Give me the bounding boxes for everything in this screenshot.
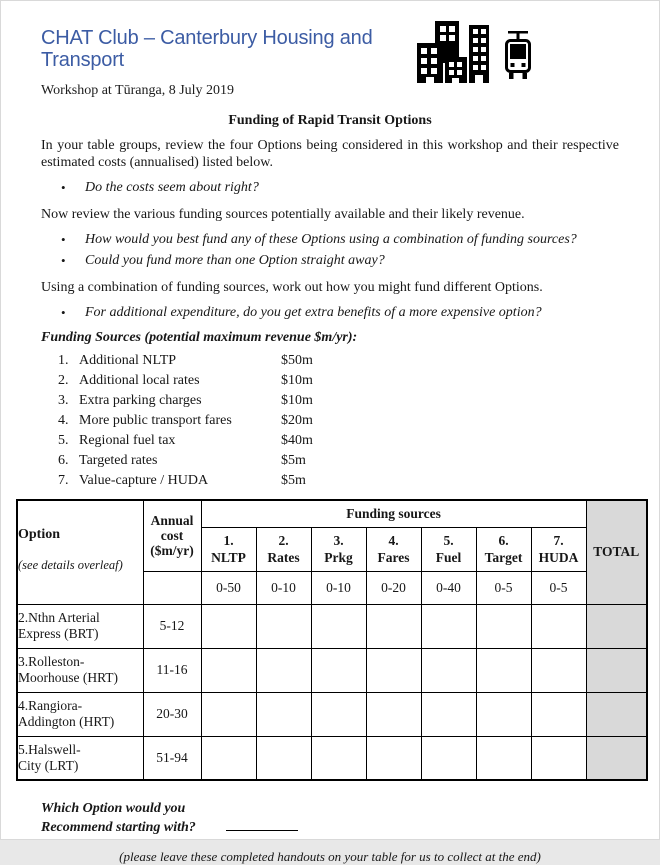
source-name: Target [484,550,523,565]
source-number: 4. [388,533,399,548]
funding-input-cell[interactable] [366,692,421,736]
funding-source-item [58,391,619,411]
source-name: Fuel [435,550,462,565]
range-cell-rates: 0-10 [256,571,311,604]
annual-cost-value: 20-30 [143,692,201,736]
funding-input-cell[interactable] [311,604,366,648]
funding-input-cell[interactable] [421,648,476,692]
range-cell-nltp: 0-50 [201,571,256,604]
funding-input-cell[interactable] [366,736,421,780]
item-label: Value-capture / HUDA [79,473,209,488]
funding-input-cell[interactable] [201,692,256,736]
item-amount: $10m [281,373,313,388]
item-amount: $40m [281,433,313,448]
option-row-rangiora-addington [17,692,647,736]
option-name-line: 3.Rolleston- [18,654,85,669]
bullet-dot-icon: • [61,305,66,320]
brand-block [41,27,415,99]
funding-input-cell[interactable] [421,604,476,648]
funding-input-cell[interactable] [256,604,311,648]
tram-icon [501,31,535,83]
option-row-nthn-arterial [17,604,647,648]
item-label: Additional local rates [79,373,200,388]
annual-cost-value: 51-94 [143,736,201,780]
question-line-1: Which Option would you [41,801,186,816]
annual-cost-blank-cell [143,571,201,604]
item-number: 3. [58,393,69,408]
funding-input-cell[interactable] [311,692,366,736]
item-label: Targeted rates [79,453,158,468]
workshop-subtitle: Workshop at Tūranga, 8 July 2019 [41,83,235,98]
item-number: 2. [58,373,69,388]
funding-sources-span-header: Funding sources [201,500,586,527]
option-column-subheader: (see details overleaf) [18,558,123,573]
option-name-line: Moorhouse (HRT) [18,670,119,685]
source-number: 3. [333,533,344,548]
item-amount: $5m [281,453,306,468]
bullet-item [41,250,619,271]
bullet-list-3 [41,302,619,323]
funding-input-cell[interactable] [531,604,586,648]
source-number: 5. [443,533,454,548]
total-input-cell[interactable] [586,736,647,780]
funding-source-item [58,471,619,491]
item-label: Regional fuel tax [79,433,176,448]
funding-source-item [58,351,619,371]
item-amount: $50m [281,353,313,368]
funding-input-cell[interactable] [256,736,311,780]
item-amount: $5m [281,473,306,488]
option-row-rolleston-moorhouse [17,648,647,692]
intro-paragraph: In your table groups, review the four Options being considered in this workshop and their respective estimated costs (annualised) listed below. [41,138,619,170]
funding-input-cell[interactable] [201,604,256,648]
source-number: 6. [498,533,509,548]
option-name-cell [17,648,143,692]
option-name-cell [17,736,143,780]
review-paragraph: Now review the various funding sources potentially available and their likely revenue. [41,207,525,222]
bullet-item [41,229,619,250]
funding-input-cell[interactable] [476,692,531,736]
source-name: Rates [267,550,300,565]
funding-sources-list [58,351,619,491]
option-row-halswell-city [17,736,647,780]
option-column-header: Option [18,527,61,543]
club-title: CHAT Club – Canterbury Housing and Transport [41,27,373,71]
source-name: HUDA [538,550,579,565]
item-label: Additional NLTP [79,353,177,368]
funding-worksheet-table [16,499,648,781]
total-input-cell[interactable] [586,692,647,736]
source-number: 1. [223,533,234,548]
bullet-item [41,177,619,198]
funding-input-cell[interactable] [531,692,586,736]
range-cell-prkg: 0-10 [311,571,366,604]
bullet-list-2 [41,229,619,271]
source-number: 7. [553,533,564,548]
bullet-list-1 [41,177,619,198]
funding-input-cell[interactable] [201,648,256,692]
document-heading: Funding of Rapid Transit Options [228,113,432,128]
total-column-header: TOTAL [586,500,647,604]
source-column-header-nltp [201,527,256,571]
funding-sources-heading: Funding Sources (potential maximum revenue $m/yr): [41,330,358,345]
funding-source-item [58,371,619,391]
combination-paragraph: Using a combination of funding sources, work out how you might fund different Options. [41,280,543,295]
bullet-text: Do the costs seem about right? [85,180,259,195]
source-column-header-fuel [421,527,476,571]
source-column-header-rates [256,527,311,571]
range-cell-huda: 0-5 [531,571,586,604]
funding-source-item [58,411,619,431]
option-name-line: 4.Rangiora- [18,698,83,713]
item-number: 4. [58,413,69,428]
option-name-line: Addington (HRT) [18,714,115,729]
total-input-cell[interactable] [586,604,647,648]
bullet-dot-icon: • [61,180,66,195]
funding-input-cell[interactable] [366,604,421,648]
funding-input-cell[interactable] [256,648,311,692]
option-name-cell [17,604,143,648]
source-column-header-prkg [311,527,366,571]
item-label: More public transport fares [79,413,232,428]
item-number: 5. [58,433,69,448]
source-column-header-huda [531,527,586,571]
source-name: NLTP [211,550,246,565]
item-number: 6. [58,453,69,468]
funding-input-cell[interactable] [476,736,531,780]
item-number: 7. [58,473,69,488]
total-input-cell[interactable] [586,648,647,692]
item-amount: $20m [281,413,313,428]
funding-input-cell[interactable] [311,736,366,780]
option-name-line: 2.Nthn Arterial [18,610,100,625]
option-name-cell [17,692,143,736]
source-name: Fares [377,550,410,565]
funding-source-item [58,431,619,451]
item-number: 1. [58,353,69,368]
item-label: Extra parking charges [79,393,202,408]
option-header-cell [17,500,143,604]
funding-input-cell[interactable] [256,692,311,736]
range-cell-target: 0-5 [476,571,531,604]
range-cell-fuel: 0-40 [421,571,476,604]
bullet-text: How would you best fund any of these Options using a combination of funding sources? [85,232,577,247]
option-name-line: 5.Halswell- [18,741,81,757]
source-column-header-fares [366,527,421,571]
header-icons [415,21,535,83]
annual-cost-header: Annual cost ($m/yr) [143,500,201,571]
funding-input-cell[interactable] [531,736,586,780]
source-column-header-target [476,527,531,571]
bullet-item [41,302,619,323]
item-amount: $10m [281,393,313,408]
bullet-dot-icon: • [61,253,66,268]
funding-input-cell[interactable] [311,648,366,692]
funding-input-cell[interactable] [476,604,531,648]
option-name-line: Express (BRT) [18,626,99,641]
page-header [1,1,659,99]
recommendation-question [41,799,619,837]
funding-input-cell[interactable] [531,648,586,692]
funding-input-cell[interactable] [476,648,531,692]
annual-cost-value: 11-16 [143,648,201,692]
collection-note: (please leave these completed handouts on your table for us to collect at the end) [119,849,541,864]
source-number: 2. [278,533,289,548]
bullet-text: Could you fund more than one Option straight away? [85,253,385,268]
buildings-icon [415,21,489,83]
source-name: Prkg [324,550,353,565]
funding-input-cell[interactable] [421,736,476,780]
question-line-2: Recommend starting with? [41,820,196,835]
bullet-dot-icon: • [61,232,66,247]
range-cell-fares: 0-20 [366,571,421,604]
annual-cost-value: 5-12 [143,604,201,648]
funding-source-item [58,451,619,471]
option-name-line: City (LRT) [18,757,79,773]
answer-blank[interactable] [226,819,298,831]
funding-input-cell[interactable] [421,692,476,736]
bullet-text: For additional expenditure, do you get extra benefits of a more expensive option? [85,305,542,320]
funding-input-cell[interactable] [201,736,256,780]
funding-input-cell[interactable] [366,648,421,692]
